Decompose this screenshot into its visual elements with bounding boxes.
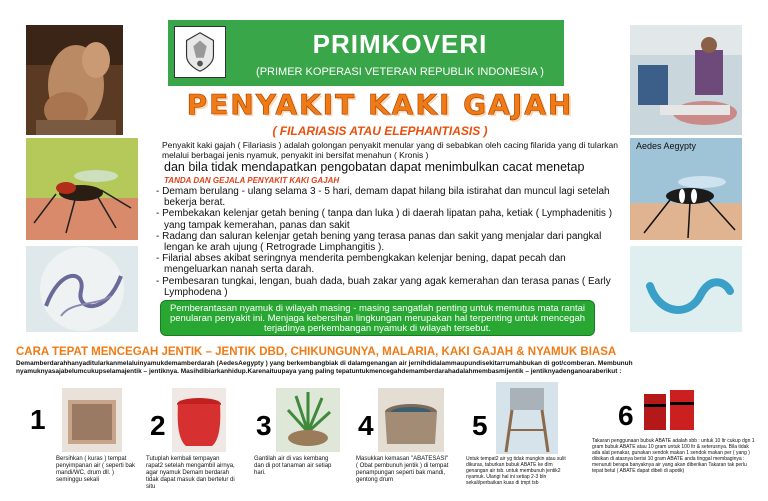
step-caption: Untuk tempat2 air yg tidak mungkin atau sulit dikuras, taburkan bubuk ABATE ke dlm genangan air tsb. untuk membunuh jentik2 nyamuk. Ulangi hal ini setiap 2-3 bln sekali/perbaikan kuas di tmpt tsb xyxy=(466,456,566,486)
photo-mosquito-left xyxy=(26,138,138,240)
photo-tank xyxy=(62,388,122,452)
step-caption: Bersihkan ( kuras ) tempat penyimpanan air ( seperti bak mandi/WC, drum dll. ) seminggu sekali xyxy=(56,456,136,483)
howto-title: CARA TEPAT MENCEGAH JENTIK – JENTIK DBD, CHIKUNGUNYA, MALARIA, KAKI GAJAH & NYAMUK BIASA xyxy=(16,346,617,358)
step-caption: Takaran penggunaan bubuk ABATE adalah sbb : untuk 10 ltr cukup dgn 1 gram bubuk ABATE atau 10 gram untuk 100 ltr & seterusnya. Bila tidak ada alat penakar, gunakan sendok makan 1 sendok makan per ( yang ) diisikan di atasnya berisi 10 gram ABATE anda tinggal membaginya : menuruti berapa banyaknya air yang akan diberikan Takaran tak perlu tepat betul ( ABATE dapat dibeli di apotik) xyxy=(592,438,755,474)
photo-abate-drums xyxy=(640,380,698,436)
step-number: 3 xyxy=(256,410,272,441)
intro-text: Penyakit kaki gajah ( Filariasis ) adalah golongan penyakit menular yang di sebabkan oleh cacing filarida yang di tularkan melalui berbagai jenis nyamuk, penyakit ini bersifat menahun ( Kronis ) xyxy=(162,140,618,160)
step-number: 2 xyxy=(150,410,166,441)
symptom-item: - Filarial abses akibat seringnya menderita pembengkakan kelenjar bening, dapat pecah dan mengeluarkan nanah serta darah. xyxy=(156,253,566,276)
page-title: PENYAKIT KAKI GAJAH xyxy=(186,88,574,121)
photo-worm-right xyxy=(630,246,742,332)
step-number: 4 xyxy=(358,410,374,441)
step-caption: Tutuplah kembali tempayan rapat2 setelah mengambil airnya, agar nyamuk Demam berdarah tidak dapat masuk dan bertelur di situ xyxy=(146,456,235,490)
photo-aedes-mosquito xyxy=(630,138,742,240)
intro-text-large: dan bila tidak mendapatkan pengobatan dapat menimbulkan cacat menetap xyxy=(164,160,585,174)
step-caption: Gantilah air di vas kembang dan di pot tanaman air setiap hari. xyxy=(254,456,332,476)
photo-worm-left xyxy=(26,246,138,332)
step-caption: Masukkan kemasan "ABATESASI" ( Obat pembunuh jentik ) di tempat penampungan seperti bak mandi, gentong drum xyxy=(356,456,449,483)
howto-description: Demamberdarahhanyaditularkanmelaluinyamukdemamberdarah (AedesAegypty ) yang berkembangbiak di dalamgenangan air jernihdidalammaupundisekitarrumahbukan di got/comberan. Membunuh nyamuknyasajabelumcukupselamajentik – jentiknya. Masihdibiarkanhidup.Karenaituupaya yang paling tepatuntukmencegahdemamberdarahadalahmembasmijentik – jentiknyadenganoaraberikut : xyxy=(16,360,633,375)
photo-plant-vase xyxy=(276,388,340,452)
page-subtitle: ( FILARIASIS ATAU ELEPHANTIASIS ) xyxy=(272,124,488,138)
photo-label: Aedes Aegypty xyxy=(636,141,697,151)
photo-water-tower xyxy=(496,382,558,454)
step-number: 6 xyxy=(618,400,634,431)
photo-water-well xyxy=(378,388,444,452)
org-name: PRIMKOVERI xyxy=(312,29,488,59)
symptom-item: - Pembekakan kelenjar getah bening ( tanpa dan luka ) di daerah lipatan paha, ketiak ( Lymphadenitis ) yang tampak kemerahan, panas dan sakit xyxy=(156,208,613,231)
prevention-box: Pemberantasan nyamuk di wilayah masing - masing sangatlah penting untuk memutus mata rantai penularan penyakit ini. Menjaga kebersihan lingkungan merupakan hal terpenting untuk mencegah terjadinya perkembangan nyamuk di wilayah tersebut. xyxy=(160,300,595,336)
step-number: 5 xyxy=(472,410,488,441)
veteran-seal-logo xyxy=(174,26,226,78)
photo-patient-treatment xyxy=(630,25,742,135)
symptoms-list xyxy=(156,186,616,298)
symptoms-heading: TANDA DAN GEJALA PENYAKIT KAKI GAJAH xyxy=(164,176,340,185)
symptom-item: - Demam berulang - ulang selama 3 - 5 hari, demam dapat hilang bila istirahat dan muncul lagi setelah bekerja berat. xyxy=(156,186,610,209)
org-subtitle: (PRIMER KOPERASI VETERAN REPUBLIK INDONESIA ) xyxy=(256,66,544,78)
symptom-item: - Radang dan saluran kelenjar getah bening yang terasa panas dan sakit yang menjalar dari pangkal lengan ke arah ujung ( Retrograde Limphangitis ). xyxy=(156,230,602,254)
photo-swollen-leg xyxy=(26,25,123,135)
photo-covered-jar xyxy=(172,388,226,452)
header-banner xyxy=(168,20,564,86)
symptom-item: - Pembesaran tungkai, lengan, buah dada, buah zakar yang agak kemerahan dan terasa panas ( Early Lymphodena ) xyxy=(156,275,611,298)
step-number: 1 xyxy=(30,404,46,435)
